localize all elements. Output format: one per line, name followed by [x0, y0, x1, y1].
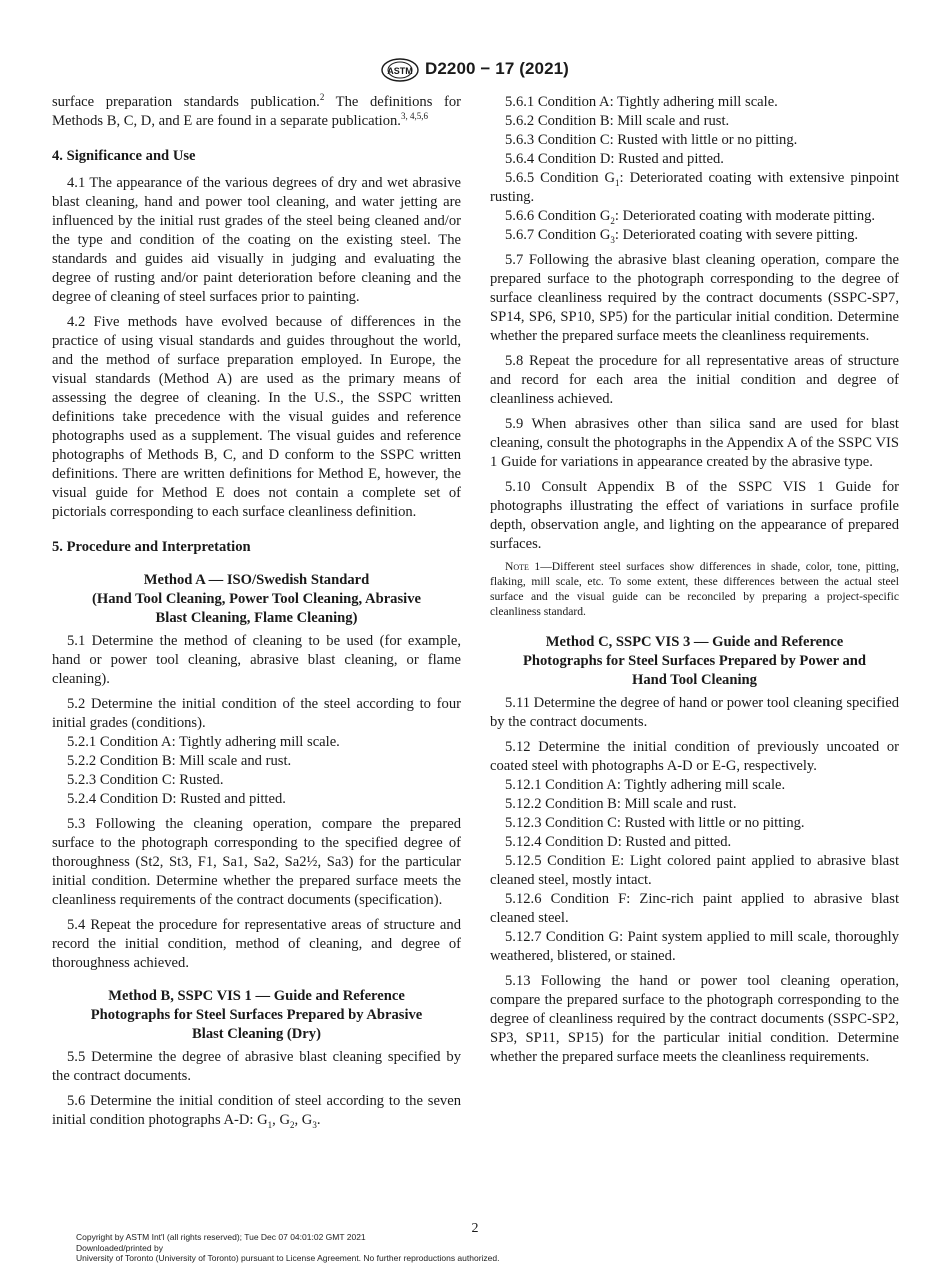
- footer-line-2: Downloaded/printed by: [76, 1242, 163, 1253]
- paragraph-5-6-2: 5.6.2 Condition B: Mill scale and rust.: [505, 113, 730, 129]
- paragraph-5-4: 5.4 Repeat the procedure for representative areas of structure and record the initial condition, method of cleaning, and degree of thoroughness achieved.: [52, 917, 461, 971]
- astm-logo-icon: [380, 58, 420, 82]
- footer-line-1: Copyright by ASTM Int'l (all rights reserved); Tue Dec 07 04:01:02 GMT 2021: [76, 1232, 366, 1242]
- paragraph-5-3: 5.3 Following the cleaning operation, compare the prepared surface to the photograph corresponding to the specified degree of thoroughness (St2, St3, F1, Sa1, Sa2, Sa2½, Sa3) for the particular initial condition. Determine whether the prepared surface meets the cleanliness requirements of the contract documents (specification).: [52, 816, 461, 908]
- method-a-heading: Method A — ISO/Swedish Standard (Hand Tool Cleaning, Power Tool Cleaning, Abrasive Blast Cleaning, Flame Cleaning): [92, 572, 421, 626]
- paragraph-5-12-2: 5.12.2 Condition B: Mill scale and rust.: [505, 796, 737, 812]
- paragraph-5-2: 5.2 Determine the initial condition of the steel according to four initial grades (conditions).: [52, 696, 461, 731]
- paragraph-4-2: 4.2 Five methods have evolved because of differences in the practice of using visual standards and guides throughout the world, and the method of surface preparation employed. In Europe, the visual standards (Method A) are used as the primary means of assessing the degree of cleaning. In the U.S., the SSPC written definitions take precedence with the visual guides and reference photographs used as a supplement. The visual guides and reference photographs of Methods B, C, and D conform to the SSPC written definitions. There are written definitions for Method E, however, the visual guide for Method E does not contain a complete set of pictorials corresponding to each surface cleanliness definition.: [52, 314, 461, 520]
- footer-line-3: University of Toronto (University of Toronto) pursuant to License Agreement. No further reproductions authorized.: [76, 1253, 500, 1263]
- note-1: Note 1—Different steel surfaces show differences in shade, color, tone, pitting, flaking, mill scale, etc. To some extent, these differences between the actual steel surface and the visual guide can be reconciled by preparing a project-specific cleanliness standard.: [490, 560, 899, 618]
- right-column: [490, 93, 899, 1067]
- paragraph-4-1: 4.1 The appearance of the various degrees of dry and wet abrasive blast cleaning, hand and power tool cleaning, and water jetting are influenced by the initial rust grades of the steel being cleaned and/or the type and condition of the coating on the existing steel. The standards and guides aid visually in judging and evaluating the degree of rusting and/or paint deterioration before cleaning and the degree of cleaning of steel surfaces prior to painting.: [52, 175, 461, 305]
- paragraph-5-7: 5.7 Following the abrasive blast cleaning operation, compare the prepared surface to the photograph corresponding to the degree of surface cleanliness required by the contract documents (SSPC-SP7, SP14, SP6, SP10, SP5) for the particular initial condition. Determine whether the prepared surface meets the cleanliness requirements.: [490, 252, 899, 344]
- paragraph-5-12-7: 5.12.7 Condition G: Paint system applied to mill scale, thoroughly weathered, blistered, or stained.: [490, 929, 899, 964]
- paragraph-5-5: 5.5 Determine the degree of abrasive blast cleaning specified by the contract documents.: [52, 1049, 461, 1084]
- method-c-heading: Method C, SSPC VIS 3 — Guide and Reference Photographs for Steel Surfaces Prepared by Power and Hand Tool Cleaning: [522, 634, 867, 688]
- left-column: [52, 93, 461, 1130]
- svg-text:ASTM: ASTM: [387, 66, 413, 76]
- intro-paragraph: surface preparation standards publication.$^2$ The definitions for Methods B, C, D, and E are found in a separate publication.$^{3, 4,5,6}$: [52, 92, 462, 129]
- paragraph-5-2-4: 5.2.4 Condition D: Rusted and pitted.: [67, 791, 286, 807]
- document-id: D2200 − 17 (2021): [425, 59, 569, 78]
- page-number: 2: [471, 1221, 479, 1236]
- page-header: [0, 58, 950, 82]
- section-5-heading: 5. Procedure and Interpretation: [52, 539, 251, 555]
- paragraph-5-9: 5.9 When abrasives other than silica sand are used for blast cleaning, consult the photographs in the Appendix A of the SSPC VIS 1 Guide for variations in appearance created by the abrasive type.: [490, 416, 899, 470]
- method-b-heading: Method B, SSPC VIS 1 — Guide and Reference Photographs for Steel Surfaces Prepared by Abrasive Blast Cleaning (Dry): [90, 988, 423, 1042]
- paragraph-5-1: 5.1 Determine the method of cleaning to be used (for example, hand or power tool cleaning, abrasive blast cleaning, or flame cleaning).: [52, 633, 461, 687]
- paragraph-5-6: 5.6 Determine the initial condition of steel according to the seven initial condition photographs A-D: $G_1$, $G_2$, $G_3$.: [52, 1093, 461, 1130]
- paragraph-5-12: 5.12 Determine the initial condition of previously uncoated or coated steel with photographs A-D or E-G, respectively.: [490, 739, 899, 774]
- paragraph-5-12-6: 5.12.6 Condition F: Zinc-rich paint applied to abrasive blast cleaned steel.: [490, 891, 899, 926]
- paragraph-5-6-7: 5.6.7 Condition $G_3$: Deteriorated coating with severe pitting.: [505, 227, 859, 245]
- paragraph-5-2-2: 5.2.2 Condition B: Mill scale and rust.: [67, 753, 292, 769]
- paragraph-5-6-5: 5.6.5 Condition $G_1$: Deteriorated coating with extensive pinpoint rusting.: [490, 170, 900, 205]
- paragraph-5-6-1: 5.6.1 Condition A: Tightly adhering mill scale.: [505, 94, 778, 110]
- paragraph-5-8: 5.8 Repeat the procedure for all representative areas of structure and record for each area the initial condition and degree of cleanliness achieved.: [490, 353, 899, 407]
- paragraph-5-6-4: 5.6.4 Condition D: Rusted and pitted.: [505, 151, 724, 167]
- paragraph-5-6-3: 5.6.3 Condition C: Rusted with little or no pitting.: [505, 132, 798, 148]
- paragraph-5-12-4: 5.12.4 Condition D: Rusted and pitted.: [505, 834, 732, 850]
- paragraph-5-12-5: 5.12.5 Condition E: Light colored paint applied to abrasive blast cleaned steel, mostly intact.: [490, 853, 899, 888]
- paragraph-5-6-6: 5.6.6 Condition $G_2$: Deteriorated coating with moderate pitting.: [505, 208, 876, 226]
- copyright-footer: [76, 1232, 500, 1264]
- paragraph-5-12-3: 5.12.3 Condition C: Rusted with little or no pitting.: [505, 815, 805, 831]
- paragraph-5-13: 5.13 Following the hand or power tool cleaning operation, compare the prepared surface to the photograph corresponding to the degree of cleanliness required by the contract documents (SSPC-SP2, SP3, SP11, SP15) for the particular initial condition. Determine whether the prepared surface meets the cleanliness requirements.: [490, 973, 899, 1065]
- paragraph-5-2-1: 5.2.1 Condition A: Tightly adhering mill scale.: [67, 734, 340, 750]
- paragraph-5-11: 5.11 Determine the degree of hand or power tool cleaning specified by the contract documents.: [490, 695, 899, 730]
- paragraph-5-12-1: 5.12.1 Condition A: Tightly adhering mill scale.: [505, 777, 786, 793]
- paragraph-5-10: 5.10 Consult Appendix B of the SSPC VIS 1 Guide for photographs illustrating the effect of variations in surface profile depth, observation angle, and lighting on the appearance of prepared surfaces.: [490, 479, 899, 552]
- paragraph-5-2-3: 5.2.3 Condition C: Rusted.: [67, 772, 224, 788]
- section-4-heading: 4. Significance and Use: [52, 148, 196, 164]
